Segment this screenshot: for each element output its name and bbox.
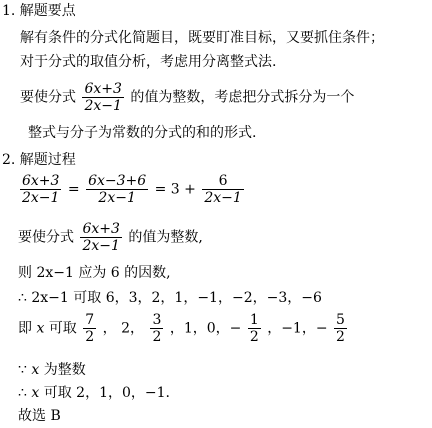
fraction	[202, 173, 243, 206]
variable-x: x	[36, 320, 45, 337]
fraction	[82, 81, 123, 114]
because-line	[18, 361, 86, 379]
section1-paragraph-4: 整式与分子为常数的分式的和的形式.	[28, 125, 257, 141]
condition-line	[18, 221, 203, 254]
fraction-numerator: 3	[152, 312, 162, 328]
separator: ， 2，	[102, 320, 144, 337]
fraction-numerator: 1	[249, 312, 259, 328]
x-values-line	[18, 312, 349, 345]
section1-paragraph-1: 解有条件的分式化简题目，既要盯准目标，又要抓住条件；	[20, 30, 384, 46]
section1-heading: 1. 解题要点	[2, 3, 76, 19]
x-values-prefix: 即	[18, 320, 32, 337]
fraction-denominator: 2x−1	[84, 98, 122, 114]
equals-sign: =	[67, 181, 80, 198]
fraction-numerator: 6x+3	[84, 81, 122, 97]
condition-prefix: 要使分式	[20, 89, 76, 106]
fraction-denominator: 2	[85, 329, 95, 345]
variable-x: x	[31, 385, 40, 401]
section2-heading: 2. 解题过程	[2, 152, 76, 168]
fraction-numerator: 6	[218, 173, 228, 189]
separator: ，1，0，−	[169, 320, 242, 337]
separator: ，−1，−	[267, 320, 328, 337]
fraction-numerator: 6x−3+6	[88, 173, 147, 189]
fraction	[248, 312, 261, 345]
therefore-text: 可取 2，1，0，−1.	[43, 385, 170, 401]
therefore-line	[18, 384, 170, 402]
fraction-denominator: 2x−1	[204, 190, 242, 206]
fraction-denominator: 2	[249, 329, 259, 345]
fraction-denominator: 2	[152, 329, 162, 345]
fraction	[150, 312, 163, 345]
values-line: ∴ 2x−1 可取 6，3，2，1，−1，−2，−3，−6	[18, 290, 322, 306]
section1-condition-line	[20, 81, 354, 114]
fraction-numerator: 6x+3	[82, 221, 120, 237]
fraction-numerator: 6x+3	[22, 173, 60, 189]
because-text: 为整数	[43, 362, 86, 378]
condition-suffix: 的值为整数,	[128, 229, 203, 246]
condition-suffix: 的值为整数，考虑把分式拆分为一个	[130, 89, 355, 106]
variable-x: x	[31, 362, 40, 378]
fraction	[86, 173, 148, 206]
fraction-denominator: 2x−1	[22, 190, 60, 206]
section1-paragraph-2: 对于分式的取值分析，考虑用分离整式法.	[20, 54, 277, 70]
therefore-symbol: ∴	[18, 385, 27, 401]
equals-three-plus: = 3 +	[154, 181, 196, 198]
fraction-denominator: 2x−1	[82, 238, 120, 254]
divisor-line: 则 2x−1 应为 6 的因数,	[18, 265, 171, 281]
fraction	[20, 173, 61, 206]
fraction	[80, 221, 121, 254]
fraction-denominator: 2x−1	[86, 189, 148, 206]
fraction	[334, 312, 347, 345]
fraction-numerator: 7	[85, 312, 95, 328]
fraction-numerator: 5	[336, 312, 345, 328]
x-values-mid: 可取	[48, 320, 77, 337]
equation-line	[18, 173, 246, 206]
fraction-denominator: 2	[336, 329, 345, 345]
condition-prefix: 要使分式	[18, 229, 74, 246]
fraction	[83, 312, 96, 345]
because-symbol: ∵	[18, 362, 27, 378]
answer-line: 故选 B	[18, 408, 61, 424]
